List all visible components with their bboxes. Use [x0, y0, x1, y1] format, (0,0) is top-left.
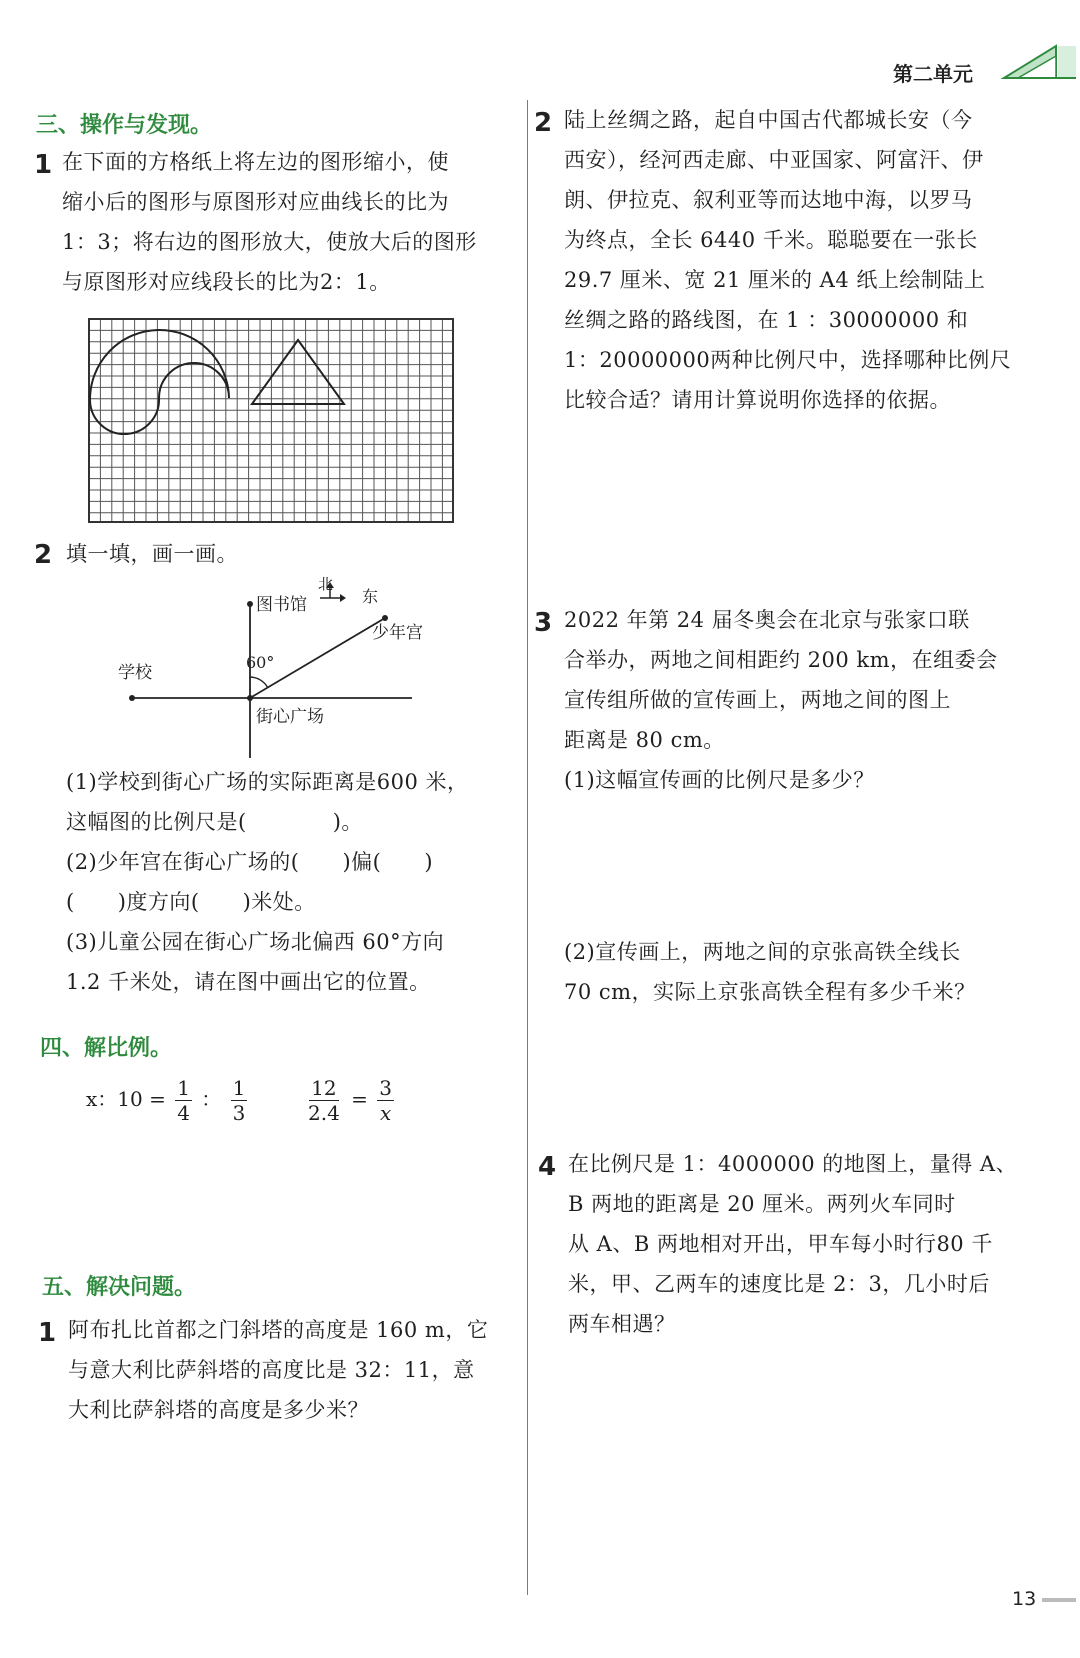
text-line: 为终点，全长 6440 千米。聪聪要在一张长: [564, 228, 978, 252]
text-line: 大利比萨斜塔的高度是多少米？: [68, 1398, 369, 1422]
angle-label: 60°: [246, 653, 275, 672]
east-label: 东: [362, 587, 379, 606]
s5-q1-number: 1: [38, 1318, 57, 1348]
school-label: 学校: [118, 663, 152, 683]
text-line: 2022 年第 24 届冬奥会在北京与张家口联: [564, 608, 970, 632]
text-line: (2)宣传画上，两地之间的京张高铁全线长: [564, 940, 961, 964]
eq2-frac1: $\frac{12}{2.4}$: [308, 1076, 340, 1125]
text-line: 与意大利比萨斜塔的高度比是 32：11，意: [68, 1358, 475, 1382]
text-line: 这幅图的比例尺是( )。: [66, 810, 363, 834]
text-line: (1)学校到街心广场的实际距离是600 米，: [66, 770, 469, 794]
s3-q1-text: [62, 142, 477, 302]
text-line: (3)儿童公园在街心广场北偏西 60°方向: [66, 930, 445, 954]
section-4-heading: 四、解比例。: [40, 1036, 173, 1061]
s3-q2-text: [66, 762, 469, 1002]
eq1-frac1: $\frac{1}{4}$: [177, 1076, 190, 1125]
text-line: 宣传组所做的宣传画上，两地之间的图上: [564, 688, 951, 712]
text-line: 在比例尺是 1：4000000 的地图上，量得 A、: [568, 1152, 1018, 1176]
column-divider: [527, 100, 528, 1595]
text-line: 29.7 厘米、宽 21 厘米的 A4 纸上绘制陆上: [564, 268, 986, 292]
plaza-label: 街心广场: [256, 707, 324, 727]
text-line: 缩小后的图形与原图形对应曲线长的比为: [62, 190, 449, 214]
s3-q2-number: 2: [34, 540, 53, 570]
r-q3-sub2: [564, 932, 976, 1012]
text-line: 70 cm，实际上京张高铁全程有多少千米？: [564, 980, 976, 1004]
r-q2-text: [564, 100, 1011, 420]
text-line: 从 A、B 两地相对开出，甲车每小时行80 千: [568, 1232, 993, 1256]
s5-q1-text: [68, 1310, 488, 1430]
text-line: 1.2 千米处，请在图中画出它的位置。: [66, 970, 431, 994]
proportion-1: x：10 = $\frac{1}{4}$ ： $\frac{1}{3}$: [86, 1076, 246, 1125]
direction-map: [110, 580, 440, 760]
text-line: B 两地的距离是 20 厘米。两列火车同时: [568, 1192, 956, 1216]
page-number-bar: [1042, 1598, 1076, 1602]
text-line: 1：3；将右边的图形放大，使放大后的图形: [62, 230, 477, 254]
unit-title: 第二单元: [893, 62, 973, 86]
eq1-lhs: x：10 =: [86, 1087, 166, 1111]
library-label: 图书馆: [256, 595, 307, 615]
s3-q1-number: 1: [34, 150, 53, 180]
text-line: 与原图形对应线段长的比为2：1。: [62, 270, 391, 294]
library-point: [247, 601, 253, 607]
youth-palace-label: 少年宫: [372, 623, 423, 643]
north-label: 北: [318, 575, 334, 593]
text-line: 陆上丝绸之路，起自中国古代都城长安（今: [564, 108, 973, 132]
text-line: 两车相遇？: [568, 1312, 676, 1336]
text-line: 丝绸之路的路线图，在 1 ：30000000 和: [564, 308, 969, 332]
r-q4-text: [568, 1144, 1017, 1344]
school-point: [129, 695, 135, 701]
text-line: 朗、伊拉克、叙利亚等而达地中海，以罗马: [564, 188, 973, 212]
youth-palace-point: [382, 615, 388, 621]
text-line: 在下面的方格纸上将左边的图形缩小，使: [62, 150, 449, 174]
text-line: 合举办，两地之间相距约 200 km，在组委会: [564, 648, 998, 672]
plaza-point: [247, 695, 253, 701]
s3-q2-title: 填一填，画一画。: [66, 542, 238, 566]
r-q3-text: [564, 600, 998, 800]
r-q2-number: 2: [534, 108, 553, 138]
proportion-2: $\frac{12}{2.4}$ = $\frac{3}{x}$: [308, 1076, 393, 1125]
triangle-shape: [252, 340, 344, 404]
section-5-heading: 五、解决问题。: [42, 1275, 197, 1300]
r-q4-number: 4: [538, 1152, 557, 1182]
ruler-triangle-icon: [1000, 42, 1078, 82]
grid-paper: [88, 318, 454, 524]
text-line: (1)这幅宣传画的比例尺是多少？: [564, 768, 875, 792]
eq1-frac2: $\frac{1}{3}$: [232, 1076, 246, 1125]
r-q3-number: 3: [534, 608, 553, 638]
page-number: 13: [1012, 1588, 1037, 1610]
text-line: (2)少年宫在街心广场的( )偏( ): [66, 850, 434, 874]
eq2-frac2: $\frac{3}{x}$: [379, 1076, 393, 1125]
text-line: 米，甲、乙两车的速度比是 2：3，几小时后: [568, 1272, 990, 1296]
curve-shape: [90, 330, 229, 434]
text-line: 距离是 80 cm。: [564, 728, 725, 752]
text-line: 1：20000000两种比例尺中，选择哪种比例尺: [564, 348, 1012, 372]
text-line: 比较合适？请用计算说明你选择的依据。: [564, 388, 951, 412]
angle-arc: [250, 677, 268, 688]
text-line: 西安），经河西走廊、中亚国家、阿富汗、伊: [564, 148, 984, 172]
text-line: ( )度方向( )米处。: [66, 890, 316, 914]
section-3-heading: 三、操作与发现。: [36, 113, 213, 138]
text-line: 阿布扎比首都之门斜塔的高度是 160 m，它: [68, 1318, 489, 1342]
